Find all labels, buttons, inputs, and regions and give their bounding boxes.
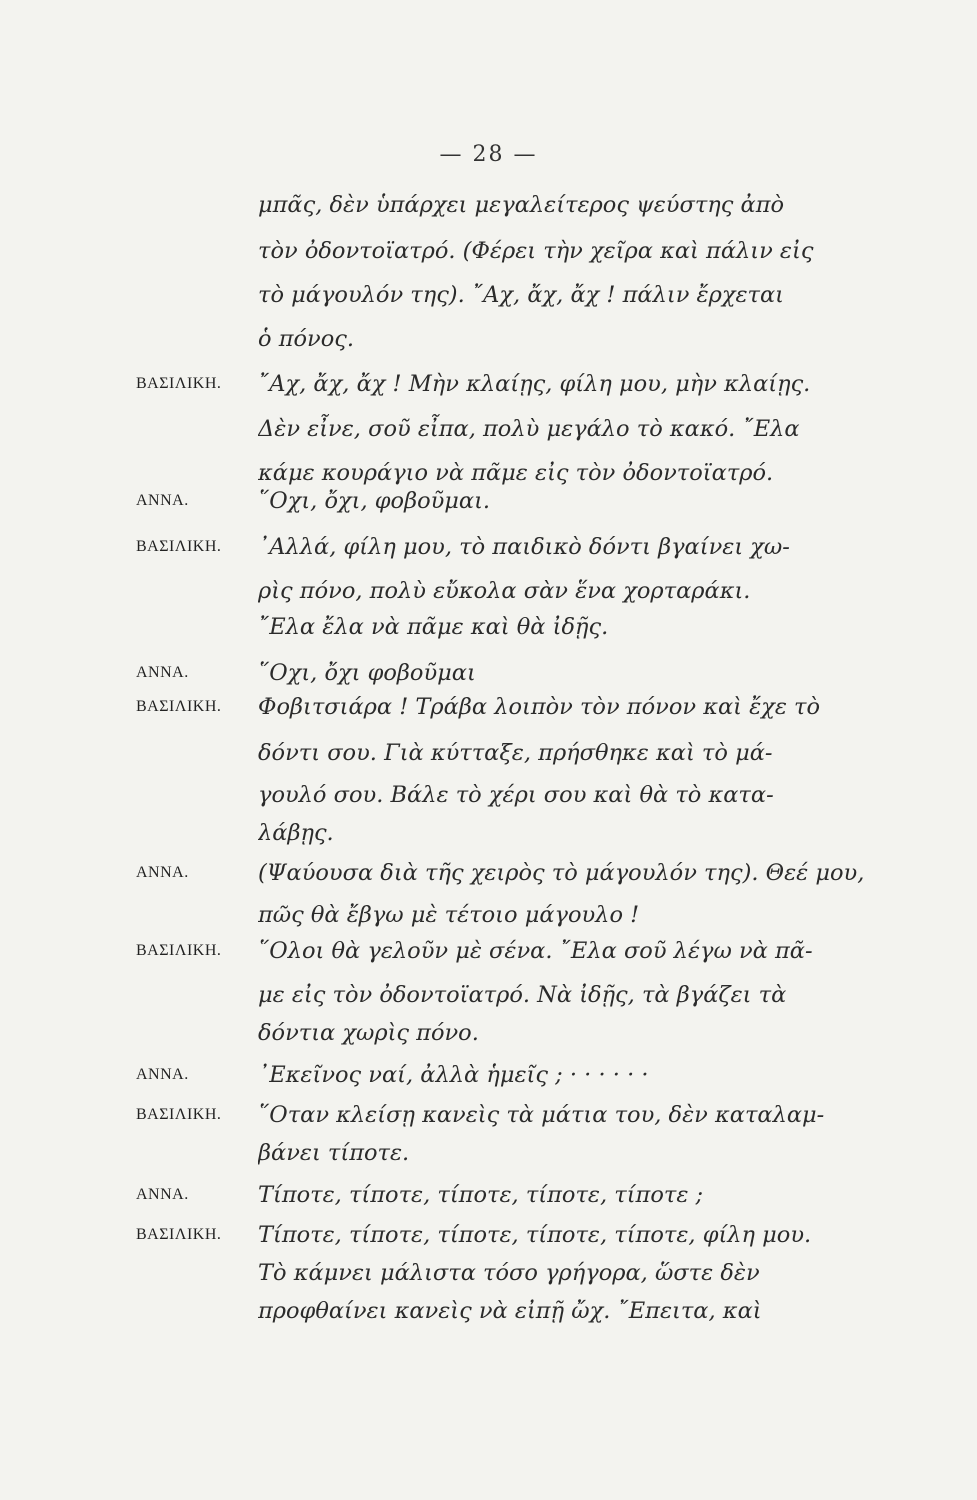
speaker-name: ΒΑΣΙΛΙΚΗ. [136, 1226, 222, 1243]
line-text: Τὸ κάμνει μάλιστα τόσο γρήγορα, ὥστε δὲν [258, 1260, 760, 1286]
line-text: κάμε κουράγιο νὰ πᾶμε εἰς τὸν ὀδοντοϊατρό. [258, 460, 774, 486]
line-text: Φοβιτσιάρα ! Τράβα λοιπὸν τὸν πόνον καὶ ἔχε τὸ [258, 694, 821, 720]
line-text: ὁ πόνος. [258, 326, 355, 352]
speaker-name: ΒΑΣΙΛΙΚΗ. [136, 942, 222, 959]
line-text: ῞Οχι, ὄχι, φοβοῦμαι. [258, 488, 491, 514]
line-text: δόντια χωρὶς πόνο. [258, 1020, 479, 1046]
line-text: (Ψαύουσα διὰ τῆς χειρὸς τὸ μάγουλόν της). Θεέ μου, [258, 860, 865, 886]
line-text: δόντι σου. Γιὰ κύτταξε, πρήσθηκε καὶ τὸ μά- [258, 740, 773, 766]
line-text: Δὲν εἶνε, σοῦ εἶπα, πολὺ μεγάλο τὸ κακό. ῎Ελα [258, 416, 800, 442]
speaker-name: ΒΑΣΙΛΙΚΗ. [136, 1106, 222, 1123]
page-number: — 28 — [439, 142, 538, 167]
line-text: ᾿Αλλά, φίλη μου, τὸ παιδικὸ δόντι βγαίνει χω- [258, 534, 790, 560]
line-text: ῞Οταν κλείσῃ κανεὶς τὰ μάτια του, δὲν καταλαμ- [258, 1102, 825, 1128]
line-text: ῞Ολοι θὰ γελοῦν μὲ σένα. ῎Ελα σοῦ λέγω νὰ πᾶ- [258, 938, 813, 964]
line-text: Τίποτε, τίποτε, τίποτε, τίποτε, τίποτε ; [258, 1182, 704, 1208]
line-text: ρὶς πόνο, πολὺ εὔκολα σὰν ἕνα χορταράκι. [258, 578, 751, 604]
line-text: βάνει τίποτε. [258, 1140, 410, 1166]
speaker-name: ΒΑΣΙΛΙΚΗ. [136, 375, 222, 392]
line-text: τὸ μάγουλόν της). ῎Αχ, ἄχ, ἄχ ! πάλιν ἔρχεται [258, 282, 784, 308]
speaker-name: ΑΝΝΑ. [136, 1186, 189, 1203]
line-text: πῶς θὰ ἔβγω μὲ τέτοιο μάγουλο ! [258, 902, 640, 928]
line-text: με εἰς τὸν ὀδοντοϊατρό. Νὰ ἰδῇς, τὰ βγάζει τὰ [258, 982, 787, 1008]
line-text: προφθαίνει κανεὶς νὰ εἰπῇ ὤχ. ῎Επειτα, καὶ [258, 1298, 762, 1324]
line-text: ῎Ελα ἔλα νὰ πᾶμε καὶ θὰ ἰδῇς. [258, 614, 609, 640]
speaker-name: ΑΝΝΑ. [136, 864, 189, 881]
speaker-name: ΑΝΝΑ. [136, 492, 189, 509]
speaker-name: ΒΑΣΙΛΙΚΗ. [136, 698, 222, 715]
line-text: ῞Οχι, ὄχι φοβοῦμαι [258, 660, 476, 686]
speaker-name: ΑΝΝΑ. [136, 664, 189, 681]
speaker-name: ΒΑΣΙΛΙΚΗ. [136, 538, 222, 555]
line-text: ᾿Εκεῖνος ναί, ἀλλὰ ἡμεῖς ; · · · · · · [258, 1062, 649, 1088]
line-text: γουλό σου. Βάλε τὸ χέρι σου καὶ θὰ τὸ κατα- [258, 782, 774, 808]
line-text: Τίποτε, τίποτε, τίποτε, τίποτε, τίποτε, φίλη μου. [258, 1222, 812, 1248]
line-text: ῎Αχ, ἄχ, ἄχ ! Μὴν κλαίῃς, φίλη μου, μὴν κλαίῃς. [258, 371, 811, 397]
speaker-name: ΑΝΝΑ. [136, 1066, 189, 1083]
line-text: τὸν ὀδοντοϊατρό. (Φέρει τὴν χεῖρα καὶ πάλιν εἰς [258, 238, 814, 264]
line-text: μπᾶς, δὲν ὑπάρχει μεγαλείτερος ψεύστης ἀπὸ [258, 192, 785, 218]
line-text: λάβῃς. [258, 820, 334, 846]
